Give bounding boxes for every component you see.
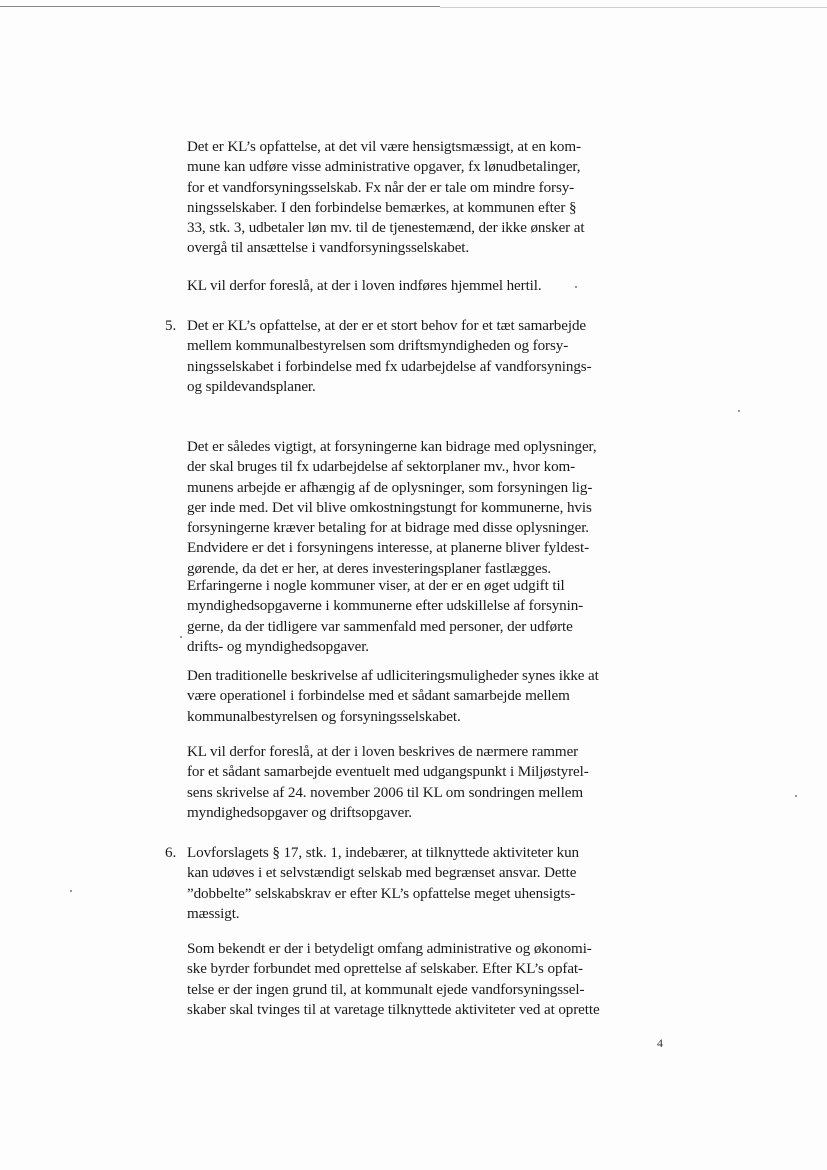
scan-speck	[180, 636, 182, 638]
text-line: Den traditionelle beskrivelse af udliciteringsmuligheder synes ikke at	[187, 668, 599, 684]
text-line: kan udøves i et selvstændigt selskab med begrænset ansvar. Dette	[187, 865, 577, 882]
text-line: ”dobbelte” selskabskrav er efter KL’s opfattelse meget uhensigts-	[187, 885, 576, 902]
text-line: myndighedsopgaverne i kommunerne efter udskillelse af forsynin-	[187, 598, 584, 615]
paragraph-kl-forslag-hjemmel	[187, 276, 542, 296]
text-line: være operationel i forbindelse med et sådant samarbejde mellem	[187, 688, 570, 705]
text-line: kommunalbestyrelsen og forsyningsselskabet.	[187, 708, 461, 725]
text-line: ske byrder forbundet med oprettelse af selskaber. Efter KL’s opfat-	[187, 961, 583, 978]
scan-speck	[70, 890, 72, 892]
paragraph-administrative-byrder	[187, 939, 600, 1020]
paragraph-forsyninger-oplysninger	[187, 437, 597, 579]
text-line: Som bekendt er der i betydeligt omfang administrative og økonomi-	[187, 941, 592, 957]
item-number-6: 6.	[165, 845, 177, 861]
text-line: KL vil derfor foreslå, at der i loven indføres hjemmel hertil.	[187, 278, 542, 294]
text-line: myndighedsopgaver og driftsopgaver.	[187, 804, 412, 821]
top-scan-edge-faint	[440, 7, 827, 8]
scan-speck	[795, 795, 797, 797]
text-line: for et vandforsyningsselskab. Fx når der er tale om mindre forsy-	[187, 179, 575, 196]
text-line: Erfaringerne i nogle kommuner viser, at der er en øget udgift til	[187, 578, 565, 594]
text-line: munens arbejde er afhængig af de oplysninger, som forsyningen lig-	[187, 479, 593, 496]
text-line: og spildevandsplaner.	[187, 378, 316, 395]
text-line: Lovforslagets § 17, stk. 1, indebærer, at tilknyttede aktiviteter kun	[187, 845, 579, 861]
text-line: skaber skal tvinges til at varetage tilknyttede aktiviteter ved at oprette	[187, 1001, 600, 1018]
text-line: Det er KL’s opfattelse, at der er et stort behov for et tæt samarbejde	[187, 318, 586, 334]
text-line: mæssigt.	[187, 905, 240, 922]
text-line: ningsselskaber. I den forbindelse bemærkes, at kommunen efter §	[187, 199, 577, 216]
text-line: mune kan udføre visse administrative opgaver, fx lønudbetalinger,	[187, 159, 581, 176]
text-line: Det er KL’s opfattelse, at det vil være hensigtsmæssigt, at en kom-	[187, 139, 581, 155]
text-line: 33, stk. 3, udbetaler løn mv. til de tjenestemænd, der ikke ønsker at	[187, 220, 585, 237]
text-line: forsyningerne kræver betaling for at bidrage med disse oplysninger.	[187, 520, 589, 537]
text-line: mellem kommunalbestyrelsen som driftsmyndigheden og forsy-	[187, 338, 569, 355]
paragraph-lovforslag-17	[187, 843, 579, 924]
text-line: for et sådant samarbejde eventuelt med udgangspunkt i Miljøstyrel-	[187, 764, 589, 781]
scan-speck	[738, 410, 740, 412]
scan-speck	[575, 286, 577, 288]
text-line: Det er således vigtigt, at forsyningerne kan bidrage med oplysninger,	[187, 439, 597, 455]
paragraph-udlicitering	[187, 666, 599, 727]
paragraph-samarbejde-behov	[187, 316, 592, 397]
text-line: gerne, da der tidligere var sammenfald med personer, der udførte	[187, 618, 573, 635]
text-line: drifts- og myndighedsopgaver.	[187, 638, 369, 655]
text-line: telse er der ingen grund til, at kommunalt ejede vandforsyningssel-	[187, 981, 585, 998]
paragraph-kl-opfattelse-administrative	[187, 137, 584, 259]
paragraph-kl-forslag-rammer	[187, 742, 589, 823]
text-line: overgå til ansættelse i vandforsyningsselskabet.	[187, 240, 470, 257]
page-number: 4	[657, 1036, 663, 1050]
text-line: gørende, da det er her, at deres investeringsplaner fastlægges.	[187, 560, 552, 577]
paragraph-erfaringer-kommuner	[187, 576, 583, 657]
text-line: sens skrivelse af 24. november 2006 til KL om sondringen mellem	[187, 784, 583, 801]
item-number-5: 5.	[165, 318, 177, 334]
text-line: ger inde med. Det vil blive omkostningstungt for kommunerne, hvis	[187, 499, 592, 516]
top-scan-edge	[0, 6, 440, 7]
text-line: KL vil derfor foreslå, at der i loven beskrives de nærmere rammer	[187, 744, 579, 760]
text-line: Endvidere er det i forsyningens interesse, at planerne bliver fyldest-	[187, 540, 590, 557]
text-line: der skal bruges til fx udarbejdelse af sektorplaner mv., hvor kom-	[187, 459, 576, 476]
text-line: ningsselskabet i forbindelse med fx udarbejdelse af vandforsynings-	[187, 358, 592, 375]
